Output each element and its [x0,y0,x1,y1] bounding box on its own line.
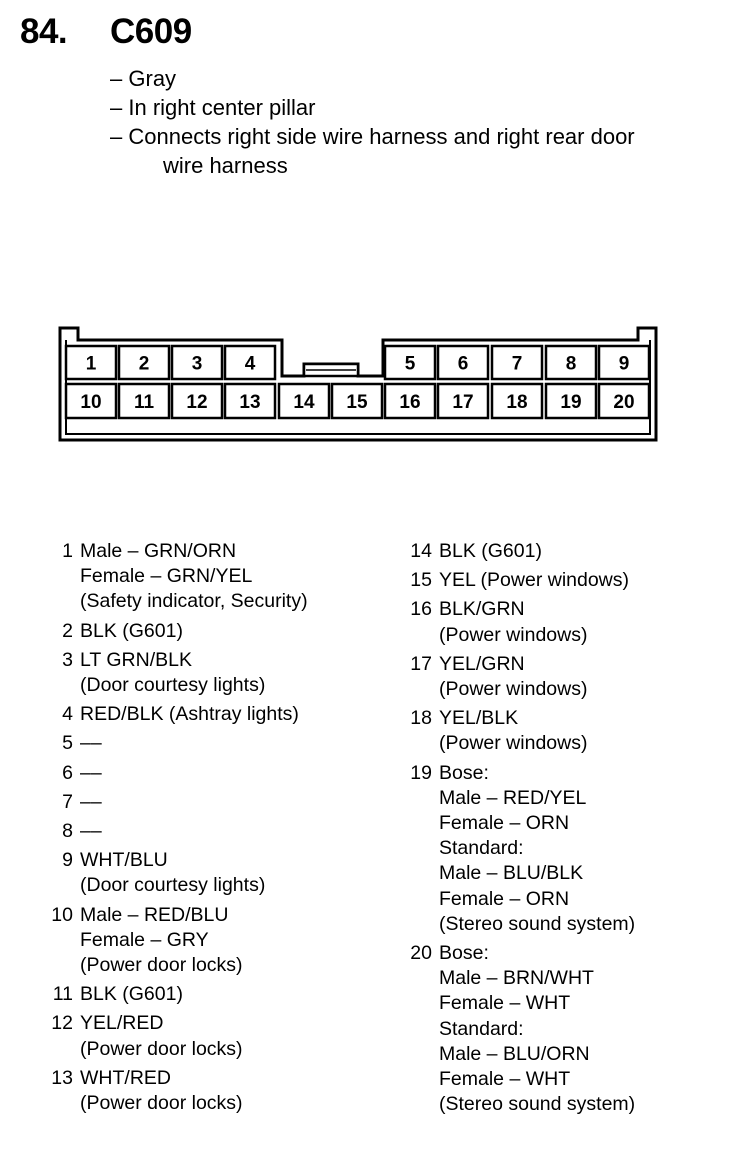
pin-description-line: YEL/RED [80,1012,164,1035]
pin-number: 9 [62,849,73,872]
connector-number: 84. [20,12,68,51]
cavity-label-5: 5 [404,353,416,375]
cavity-label-2: 2 [138,353,150,375]
pin-description-line: (Stereo sound system) [439,1093,636,1116]
pin-description [432,761,635,937]
bullet-dash: – [110,95,123,120]
pin-description-line: Male – GRN/ORN [80,540,237,562]
pin-description [73,539,308,615]
pin-description [432,652,587,702]
bullet-dash: – [110,124,123,149]
pin-entry-13 [42,1066,308,1116]
pin-description-line: BLK (G601) [80,619,183,642]
connector-name: C609 [110,12,192,51]
pin-description [73,903,243,979]
pin-description-line: (Power windows) [439,678,588,701]
pin-description-line: Male – BLU/ORN [439,1042,590,1065]
cavity-label-4: 4 [244,353,256,375]
pin-description [73,648,265,698]
pin-description-line: –– [80,820,102,843]
pin-description-line: Bose: [439,942,489,965]
cavity-label-6: 6 [457,353,469,375]
pin-entry-11 [42,982,308,1007]
pin-number: 6 [62,761,73,784]
pin-description-line: RED/BLK (Ashtray lights) [80,703,299,726]
pin-entry-5 [42,731,308,756]
pin-entry-10 [42,903,308,979]
pin-description-line: Female – WHT [439,1068,571,1091]
pin-description [73,761,102,786]
pin-entry-18 [401,706,635,756]
pin-description [432,539,542,564]
pin-description-line: –– [80,732,102,755]
cavity-label-10: 10 [80,392,102,413]
pin-entry-8 [42,819,308,844]
pin-description-line: (Safety indicator, Security) [80,590,308,613]
pin-description-line: YEL/BLK [439,707,519,730]
cavity-label-14: 14 [293,392,315,413]
pin-description-line: –– [80,790,102,813]
pin-description-line: Female – GRY [80,928,209,951]
cavity-label-7: 7 [511,353,523,375]
cavity-label-16: 16 [399,392,421,413]
pin-description-line: Female – ORN [439,812,570,835]
cavity-label-17: 17 [452,392,474,413]
pin-description-line: Female – GRN/YEL [80,565,253,588]
cavity-label-19: 19 [560,392,582,413]
pin-number: 13 [51,1066,73,1089]
cavity-label-11: 11 [133,392,155,413]
pin-list-left [42,539,308,1120]
pin-entry-4 [42,702,308,727]
pin-description [73,819,102,844]
pin-number: 14 [410,540,432,562]
pin-description [73,1066,243,1116]
pin-description [73,619,183,644]
pin-description [432,941,635,1117]
pin-entry-17 [401,652,635,702]
pin-description-line: Standard: [439,837,524,860]
pin-number: 8 [62,820,73,843]
pin-description-line: –– [80,761,102,784]
pin-description-line: Male – RED/YEL [439,786,587,809]
pin-number: 5 [62,732,73,755]
pin-description-line: (Power windows) [439,623,588,646]
pin-number: 1 [62,540,73,562]
pin-description [73,702,299,727]
pin-entry-6 [42,761,308,786]
pin-number: 20 [410,942,432,965]
bullet-text: In right center pillar [128,95,316,120]
pin-entry-9 [42,848,308,898]
pin-description-line: (Power door locks) [80,1092,243,1115]
pin-description-line: BLK (G601) [439,540,542,562]
pin-description [432,706,587,756]
pin-description-line: Male – BLU/BLK [439,862,584,885]
pin-description-line: BLK (G601) [80,983,183,1006]
pin-description-line: LT GRN/BLK [80,648,192,671]
pin-number: 4 [62,703,73,726]
pin-description-line: YEL (Power windows) [439,569,630,592]
pin-description-line: Bose: [439,761,489,784]
cavity-label-1: 1 [85,353,97,375]
pin-number: 2 [62,619,73,642]
pin-description [73,790,102,815]
bullet-connects [110,122,635,180]
pin-description [73,731,102,756]
bullet-text: Gray [128,66,177,91]
pin-description-line: Female – ORN [439,887,570,910]
bullet-location [110,93,635,122]
pin-entry-14 [401,539,635,564]
pin-entry-7 [42,790,308,815]
pin-entry-3 [42,648,308,698]
pin-description-line: Male – RED/BLU [80,903,229,926]
pin-entry-1 [42,539,308,615]
cavity-label-12: 12 [186,392,208,413]
pin-description-line: (Power door locks) [80,1037,243,1060]
pin-description-line: WHT/RED [80,1066,171,1089]
bottom-row-cavities [66,384,649,418]
pin-number: 18 [410,707,432,730]
pin-description [73,848,265,898]
cavity-label-13: 13 [239,392,261,413]
cavity-label-20: 20 [613,392,635,413]
pin-description-line: (Door courtesy lights) [80,874,266,897]
pin-description [432,597,587,647]
pin-description [73,982,183,1007]
pin-number: 12 [51,1012,73,1035]
pin-description-line: Female – WHT [439,992,571,1015]
bullet-dash: – [110,66,123,91]
cavity-label-9: 9 [618,353,630,375]
pin-number: 19 [410,761,432,784]
pin-entry-2 [42,619,308,644]
pin-number: 10 [51,903,73,926]
connector-description [110,64,635,180]
pin-entry-20 [401,941,635,1117]
pin-entry-16 [401,597,635,647]
pin-number: 11 [52,983,73,1006]
pin-number: 17 [410,652,432,675]
bullet-color [110,64,635,93]
pin-description-line: YEL/GRN [439,652,525,675]
pin-description-line: BLK/GRN [439,598,525,621]
pin-description [432,568,629,593]
pin-description-line: Standard: [439,1017,524,1040]
pin-description-line: (Door courtesy lights) [80,674,266,697]
pin-entry-12 [42,1011,308,1061]
pin-list-right [401,539,635,1121]
pin-number: 7 [62,790,73,813]
bullet-text: Connects right side wire harness and right rear door [128,124,635,149]
pin-number: 3 [62,648,73,671]
pin-number: 15 [410,569,432,592]
cavity-label-15: 15 [346,392,368,413]
pin-entry-15 [401,568,635,593]
pin-description-line: (Power windows) [439,732,588,755]
pin-description-line: (Power door locks) [80,954,243,977]
pin-description [73,1011,243,1061]
cavity-label-18: 18 [506,392,528,413]
cavity-label-8: 8 [565,353,577,375]
bullet-text-continued: wire harness [163,153,288,178]
pin-description-line: Male – BRN/WHT [439,967,594,990]
pin-description-line: (Stereo sound system) [439,912,636,935]
connector-face-diagram [0,318,736,448]
cavity-label-3: 3 [191,353,203,375]
pin-description-line: WHT/BLU [80,849,168,872]
pin-number: 16 [410,598,432,621]
pin-entry-19 [401,761,635,937]
